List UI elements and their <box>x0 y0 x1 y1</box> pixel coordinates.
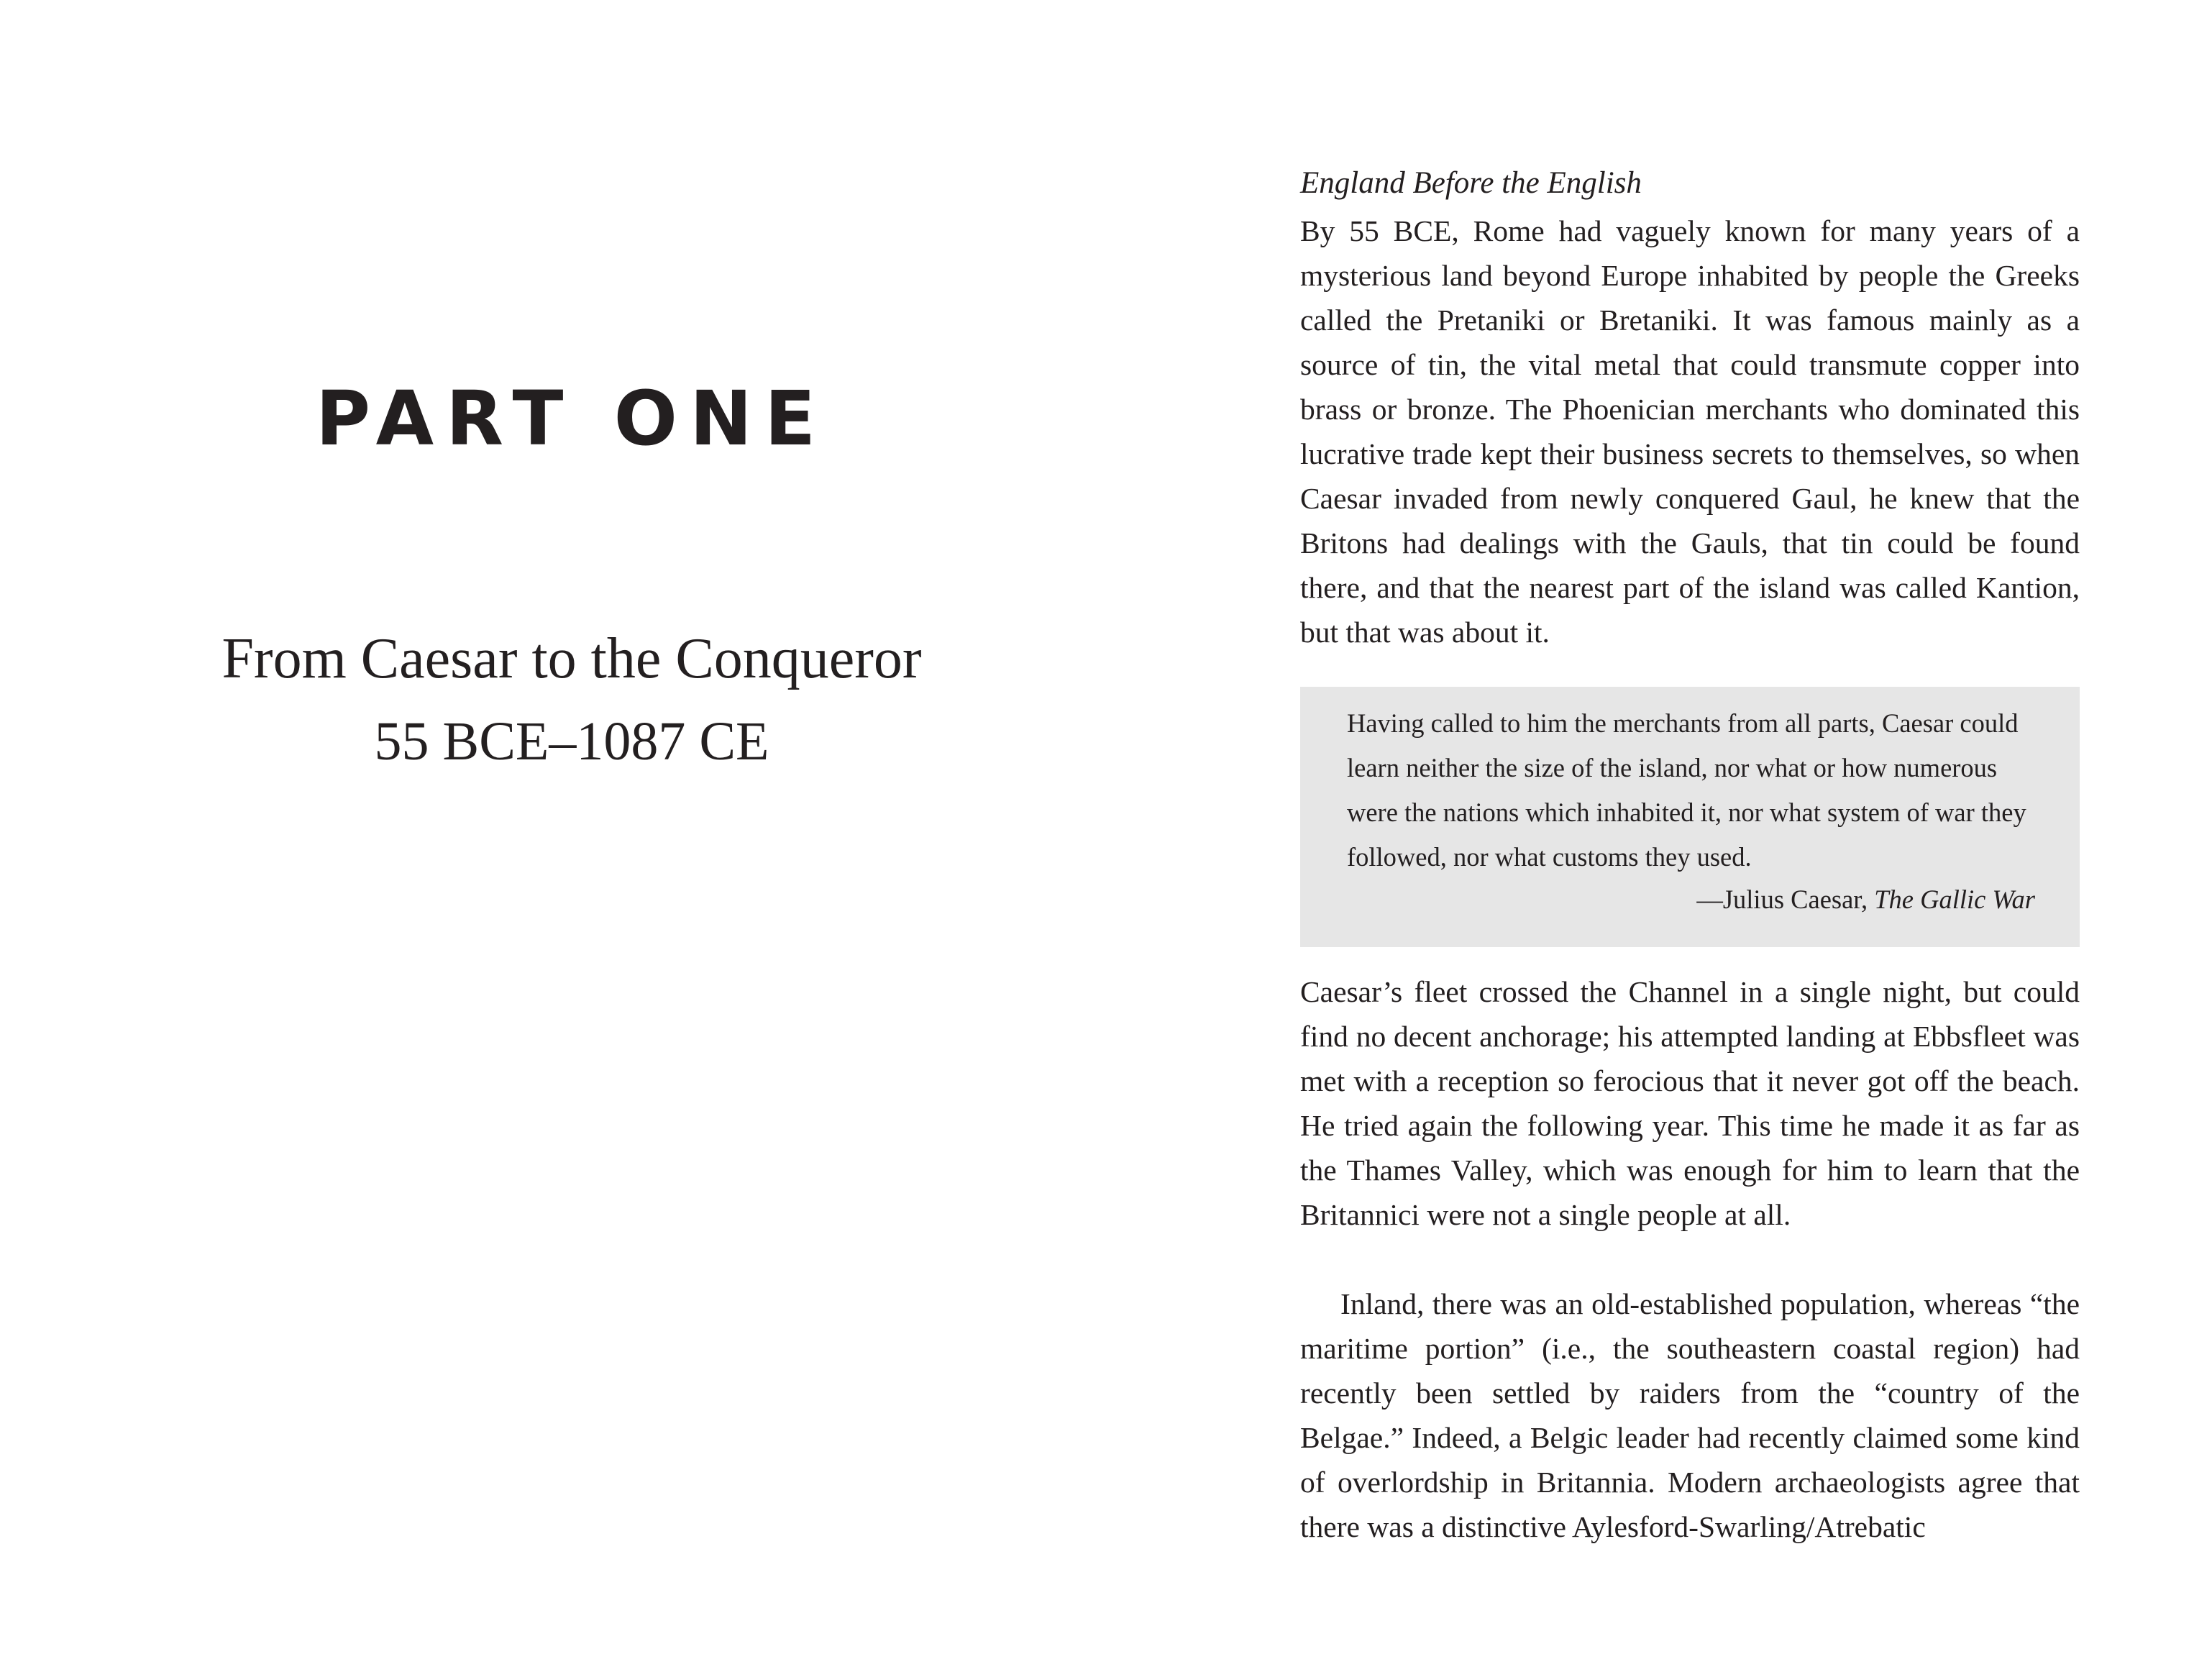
paragraph-3: Inland, there was an old-established population, whereas “the maritime portion” (i.e., the southeastern coastal region) had recently been settled by raiders from the “country of the Belgae.” Indeed, a Belgic leader had recently claimed some kind of overlordship in Britannia. Modern archaeologists agree that there was a distinctive Aylesford-Swarling/Atrebatic <box>1300 1287 2080 1543</box>
quote-text: Having called to him the merchants from all parts, Caesar could learn neither the size of the island, nor what or how numerous were the nations which inhabited it, nor what system of war they followed, nor what customs they used. <box>1347 708 2026 872</box>
quote-attribution <box>1696 877 2035 922</box>
block-quote <box>1300 687 2080 947</box>
quote-work-title: The Gallic War <box>1874 885 2035 914</box>
part-title: From Caesar to the Conqueror <box>221 627 922 690</box>
quote-author: —Julius Caesar, <box>1696 885 1875 914</box>
part-heading: PART ONE <box>315 375 828 462</box>
right-page <box>1106 0 2212 1672</box>
paragraph-1: By 55 BCE, Rome had vaguely known for many years of a mysterious land beyond Europe inhabited by people the Greeks called the Pretaniki or Bretaniki. It was famous mainly as a source of tin, the vital metal that could transmute copper into brass or bronze. The Phoenician merchants who dominated this lucrative trade kept their business secrets to themselves, so when Caesar invaded from newly conquered Gaul, he knew that the Britons had dealings with the Gauls, that tin could be found there, and that the nearest part of the island was called Kantion, but that was about it. <box>1300 214 2080 649</box>
section-heading: England Before the English <box>1300 166 1642 200</box>
paragraph-2: Caesar’s fleet crossed the Channel in a single night, but could find no decent anchorage; his attempted landing at Ebbsfleet was met with a reception so ferocious that it never got off the beach. He tried again the following year. This time he made it as far as the Thames Valley, which was enough for him to learn that the Britannici were not a single people at all. <box>1300 975 2080 1231</box>
part-dates: 55 BCE–1087 CE <box>374 711 769 772</box>
